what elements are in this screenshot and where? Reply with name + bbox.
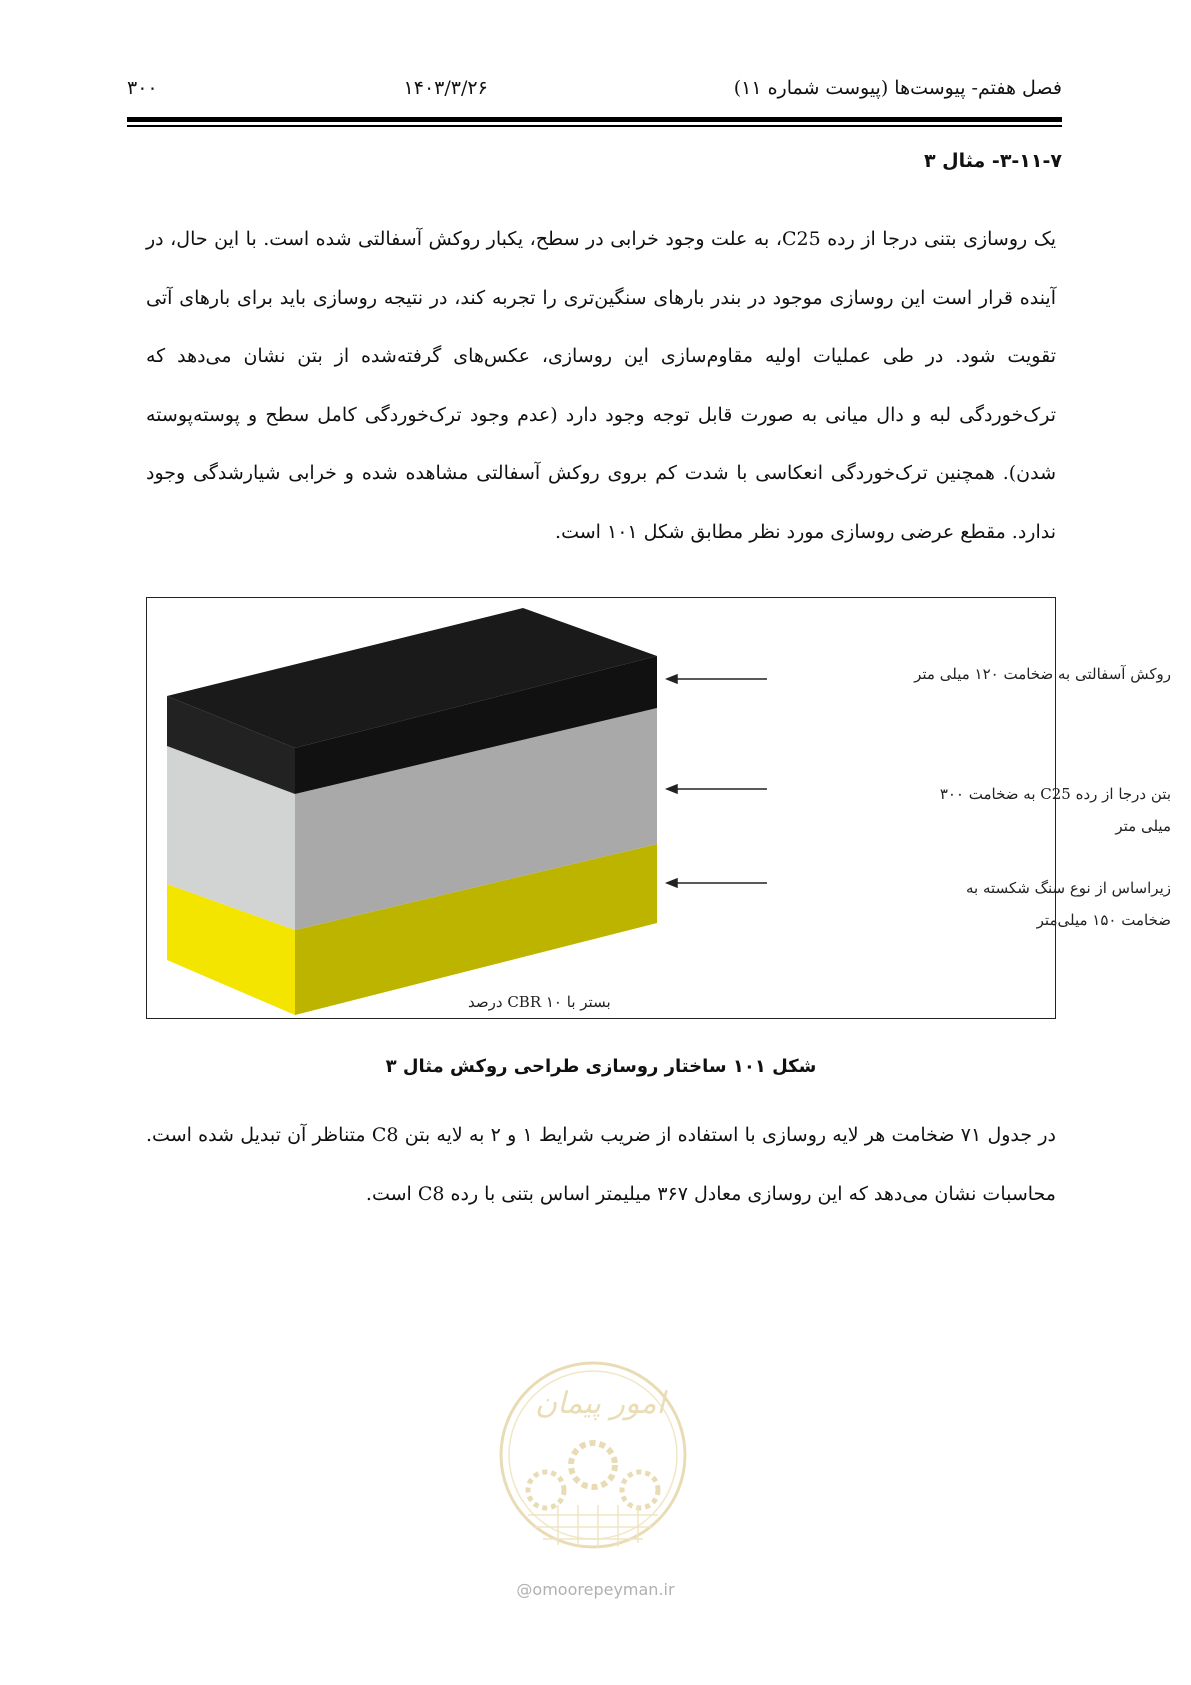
header-rule-thin bbox=[127, 125, 1062, 127]
header-rule-thick bbox=[127, 117, 1062, 122]
chapter-title: فصل هفتم- پیوست‌ها (پیوست شماره ۱۱) bbox=[733, 77, 1062, 99]
header-date: ۱۴۰۳/۳/۲۶ bbox=[403, 77, 488, 99]
label-concrete: بتن درجا از رده C25 به ضخامت ۳۰۰ میلی متر bbox=[939, 785, 1171, 835]
label-asphalt: روکش آسفالتی به ضخامت ۱۲۰ میلی متر bbox=[914, 665, 1171, 683]
figure-caption: شکل ۱۰۱ ساختار روسازی طراحی روکش مثال ۳ bbox=[385, 1056, 817, 1077]
paragraph-conversion: در جدول ۷۱ ضخامت هر لایه روسازی با استفاده از ضریب شرایط ۱ و ۲ به لایه بتن C8 متناظر آن تبدیل شده است. محاسبات نشان می‌دهد که این روسازی معادل ۳۶۷ میلیمتر اساس بتنی با رده C8 است. bbox=[146, 1124, 1057, 1205]
page-number: ۳۰۰ bbox=[127, 77, 158, 99]
label-subgrade: بستر با CBR ۱۰ درصد bbox=[468, 993, 611, 1011]
section-title: ۳-۱۱-۷- مثال ۳ bbox=[923, 150, 1062, 172]
seal-logo-text: امور پیمان bbox=[535, 1386, 665, 1421]
watermark-site: @omoorepeyman.ir bbox=[516, 1580, 675, 1599]
paragraph-intro: یک روسازی بتنی درجا از رده C25، به علت وجود خرابی در سطح، یکبار روکش آسفالتی شده است. با این حال، در آینده قرار است این روسازی موجود در بندر بارهای سنگین‌تری را تجربه کند، در نتیجه روسازی باید برای بارهای آتی تقویت شود. در طی عملیات اولیه مقاوم‌سازی این روسازی، عکس‌های گرفته‌شده از بتن نشان می‌دهد که ترک‌خوردگی لبه و دال میانی به صورت قابل توجه وجود دارد (عدم وجود ترک‌خوردگی کامل سطح و پوسته‌پوسته شدن). همچنین ترک‌خوردگی انعکاسی با شدت کم بروی روکش آسفالتی مشاهده شده و خرابی شیارشدگی وجود ندارد. مقطع عرضی روسازی مورد نظر مطابق شکل ۱۰۱ است. bbox=[146, 228, 1056, 543]
label-base: زیراساس از نوع سنگ شکسته به ضخامت ۱۵۰ میلی‌متر bbox=[966, 879, 1171, 929]
page-header bbox=[127, 68, 1062, 108]
watermark-seal bbox=[488, 1355, 698, 1570]
